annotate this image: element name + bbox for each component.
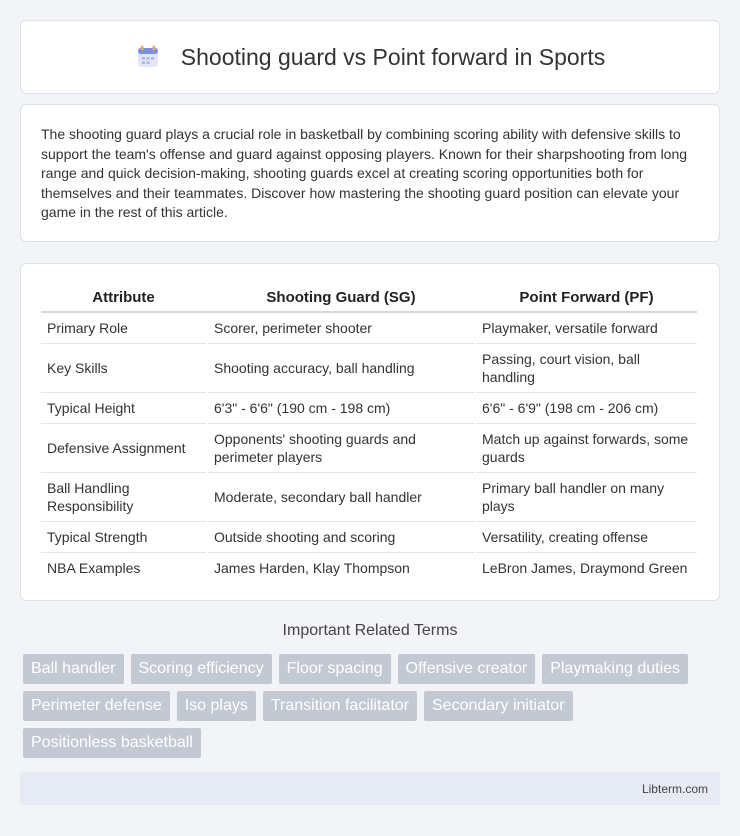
related-terms-list xyxy=(23,654,703,758)
related-term-tag[interactable]: Positionless basketball xyxy=(23,728,201,758)
pf-cell: Match up against forwards, some guards xyxy=(475,423,697,472)
header-attribute: Attribute xyxy=(41,284,207,312)
table-row xyxy=(41,392,697,423)
related-term-tag[interactable]: Playmaking duties xyxy=(542,654,688,684)
related-term-tag[interactable]: Secondary initiator xyxy=(424,691,573,721)
header-point-forward: Point Forward (PF) xyxy=(475,284,697,312)
attribute-cell: Ball Handling Responsibility xyxy=(41,472,207,521)
pf-cell: Playmaker, versatile forward xyxy=(475,312,697,343)
sg-cell: Opponents' shooting guards and perimeter players xyxy=(207,423,475,472)
comparison-table xyxy=(41,284,697,583)
related-term-tag[interactable]: Offensive creator xyxy=(398,654,536,684)
table-row xyxy=(41,552,697,583)
related-term-tag[interactable]: Ball handler xyxy=(23,654,124,684)
pf-cell: LeBron James, Draymond Green xyxy=(482,559,688,576)
calendar-icon xyxy=(135,44,161,70)
intro-text: The shooting guard plays a crucial role in basketball by combining scoring ability with defensive skills to support the team's offense and guard against opposing players. Known for their sharpshooting from long range and quick decision-making, shooting guards excel at creating scoring opportunities both for themselves and their teammates. Discover how mastering the shooting guard position can elevate your game in the rest of this article. xyxy=(41,126,688,220)
footer xyxy=(20,772,720,805)
table-row xyxy=(41,343,697,392)
table-row xyxy=(41,312,697,343)
page-title: Shooting guard vs Point forward in Sports xyxy=(180,43,606,70)
sg-cell: Shooting accuracy, ball handling xyxy=(207,343,475,392)
attribute-cell: Key Skills xyxy=(41,343,207,392)
attribute-cell: Typical Strength xyxy=(41,521,207,552)
header-card xyxy=(20,20,720,94)
sg-cell: Moderate, secondary ball handler xyxy=(207,472,475,521)
pf-cell: Versatility, creating offense xyxy=(475,521,697,552)
attribute-cell: NBA Examples xyxy=(41,552,207,583)
sg-cell: James Harden, Klay Thompson xyxy=(207,552,475,583)
attribute-cell: Primary Role xyxy=(41,312,207,343)
related-term-tag[interactable]: Perimeter defense xyxy=(23,691,170,721)
pf-cell: Passing, court vision, ball handling xyxy=(475,343,697,392)
footer-site-link[interactable]: Libterm.com xyxy=(641,781,708,796)
pf-cell: 6'6" - 6'9" (198 cm - 206 cm) xyxy=(475,392,697,423)
related-term-tag[interactable]: Transition facilitator xyxy=(263,691,417,721)
related-term-tag[interactable]: Scoring efficiency xyxy=(131,654,272,684)
table-header-row xyxy=(41,284,697,312)
sg-cell: Scorer, perimeter shooter xyxy=(207,312,475,343)
related-term-tag[interactable]: Floor spacing xyxy=(279,654,391,684)
sg-cell: Outside shooting and scoring xyxy=(207,521,475,552)
table-row xyxy=(41,423,697,472)
intro-card xyxy=(20,104,720,242)
header-shooting-guard: Shooting Guard (SG) xyxy=(207,284,475,312)
pf-cell: Primary ball handler on many plays xyxy=(475,472,697,521)
table-row xyxy=(41,521,697,552)
attribute-cell: Defensive Assignment xyxy=(41,423,207,472)
table-row xyxy=(41,472,697,521)
attribute-cell: Typical Height xyxy=(41,392,207,423)
sg-cell: 6'3" - 6'6" (190 cm - 198 cm) xyxy=(207,392,475,423)
related-term-tag[interactable]: Iso plays xyxy=(177,691,256,721)
comparison-card xyxy=(20,263,720,601)
related-terms-title: Important Related Terms xyxy=(282,622,458,639)
